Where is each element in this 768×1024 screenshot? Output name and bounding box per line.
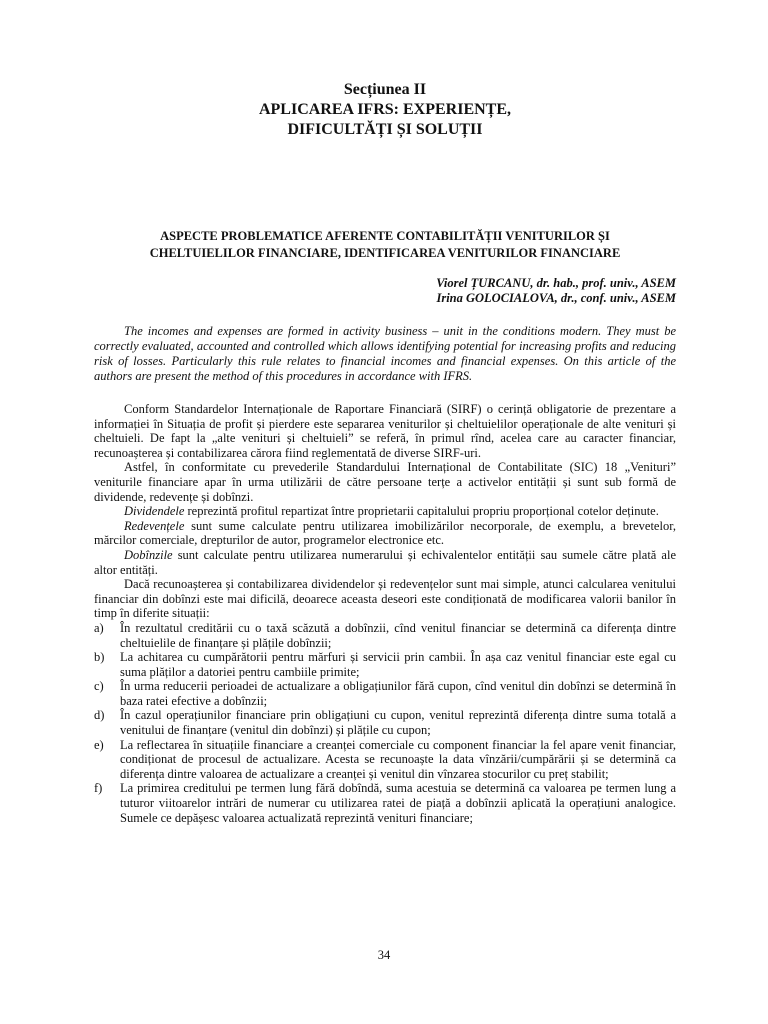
list-marker: f) (94, 781, 103, 796)
abstract: The incomes and expenses are formed in activity business – unit in the conditions modern. They must be correctly evaluated, accounted and controlled which allows identifying potential for increasing profits and reducing risk of losses. Particularly this rule relates to financial incomes and financial expenses. On this article of the authors are present the method of this procedures in accordance with IFRS. (94, 324, 676, 383)
paragraph-6: Dacă recunoașterea și contabilizarea dividendelor și redevențelor sunt mai simple, atunci calcularea venitului financiar din dobînzi este mai dificilă, deoarece aceasta deseori este condiționată de modificarea valorii banilor în timp în diferite situații: (94, 577, 676, 621)
list-item-text: La reflectarea în situațiile financiare a creanței comerciale cu component financiar la fel apare venit financiar, condiționat de procesul de actualizare. Acesta se recunoaște la data vînzării/cumpărării și se determină ca diferența dintre valoarea de actualizare a creanței și venitul din vînzarea stocurilor cu preț stabilit; (120, 737, 676, 781)
paragraph-royalties (94, 519, 676, 548)
page-content (94, 80, 676, 825)
list-marker: c) (94, 679, 104, 694)
list-item-text: În urma reducerii perioadei de actualizare a obligațiunilor fără cupon, cînd venitul din dobînzi se determină în baza ratei efective a dobînzii; (120, 679, 676, 708)
paragraph-2: Astfel, în conformitate cu prevederile Standardului Internațional de Contabilitate (SIC) 18 „Venituri” veniturile financiare apar în urma utilizării de către persoane terțe a activelor entității și sunt sub formă de dividende, redevențe și dobînzi. (94, 460, 676, 504)
list-item (94, 781, 676, 825)
interest-definition: sunt calculate pentru utilizarea numerarului și echivalentelor entității sau sumele către plată ale altor entități. (94, 547, 676, 577)
list-item-text: În cazul operațiunilor financiare prin obligațiuni cu cupon, venitul reprezintă diferența dintre suma totală a venitului de finanțare (venitul din dobînzi) și plățile cu cupon; (120, 708, 676, 738)
list-marker: e) (94, 737, 104, 752)
paragraph-1: Conform Standardelor Internaționale de Raportare Financiară (SIRF) o cerință obligatorie de prezentare a informației în Situația de profit și pierdere este separarea veniturilor și cheltuielilor operaționale de alte venituri și cheltuieli. De fapt la „alte venituri și cheltuieli” se referă, în primul rînd, acelea care au caracter financiar, recunoașterea și contabilizarea cărora fiind reglementată de diverse SIRF-uri. (94, 402, 676, 460)
list-item (94, 650, 676, 679)
list-item (94, 708, 676, 738)
term-interest: Dobînzile (124, 547, 173, 562)
article-body (94, 402, 676, 825)
list-marker: d) (94, 708, 105, 723)
dividends-definition: reprezintă profitul repartizat între proprietarii capitalului propriu proporțional cotelor deținute. (184, 504, 659, 519)
section-title-line2: DIFICULTĂȚI ȘI SOLUȚII (287, 121, 483, 138)
article-title (94, 228, 676, 262)
author-1: Viorel ȚURCANU, dr. hab., prof. univ., ASEM (436, 276, 676, 290)
author-2: Irina GOLOCIALOVA, dr., conf. univ., ASEM (436, 291, 676, 305)
list-item-text: La primirea creditului pe termen lung fără dobîndă, suma acestuia se determină ca valoarea pe termen lung a tuturor viitoarelor intrări de numerar cu utilizarea ratei de piață a dobînzii aplicată la operațiuni analogice. Sumele ce depășesc valoarea actualizată reprezintă venituri financiare; (120, 781, 676, 825)
list-item (94, 679, 676, 708)
paragraph-interest (94, 548, 676, 577)
list-marker: a) (94, 620, 104, 635)
section-title-line1: APLICAREA IFRS: EXPERIENȚE, (258, 101, 512, 118)
article-title-line2: CHELTUIELILOR FINANCIARE, IDENTIFICAREA VENITURILOR FINANCIARE (149, 246, 621, 260)
section-label: Secțiunea II (343, 81, 427, 98)
term-royalties: Redevențele (124, 518, 185, 533)
list-marker: b) (94, 650, 105, 665)
authors (94, 276, 676, 306)
article-title-line1: ASPECTE PROBLEMATICE AFERENTE CONTABILITĂȚII VENITURILOR ȘI (160, 229, 610, 243)
list-item (94, 620, 676, 650)
list-item-text: În rezultatul creditării cu o taxă scăzută a dobînzii, cînd venitul financiar se determină ca diferența dintre cheltuielile de finanțare și plățile dobînzii; (120, 620, 676, 650)
page-number: 34 (377, 948, 391, 962)
list-item-text: La achitarea cu cumpărătorii pentru mărfuri și servicii prin cambii. În așa caz venitul financiar este egal cu suma plăților a datoriei pentru cambiile primite; (120, 650, 676, 679)
paragraph-dividends (94, 504, 676, 519)
term-dividends: Dividendele (124, 504, 185, 519)
royalties-definition: sunt sume calculate pentru utilizarea imobilizărilor necorporale, de exemplu, a brevetelor, mărcilor comerciale, drepturilor de autor, programelor electronice etc. (94, 518, 676, 548)
situations-list (94, 621, 676, 825)
section-heading (94, 80, 676, 140)
list-item (94, 737, 676, 782)
